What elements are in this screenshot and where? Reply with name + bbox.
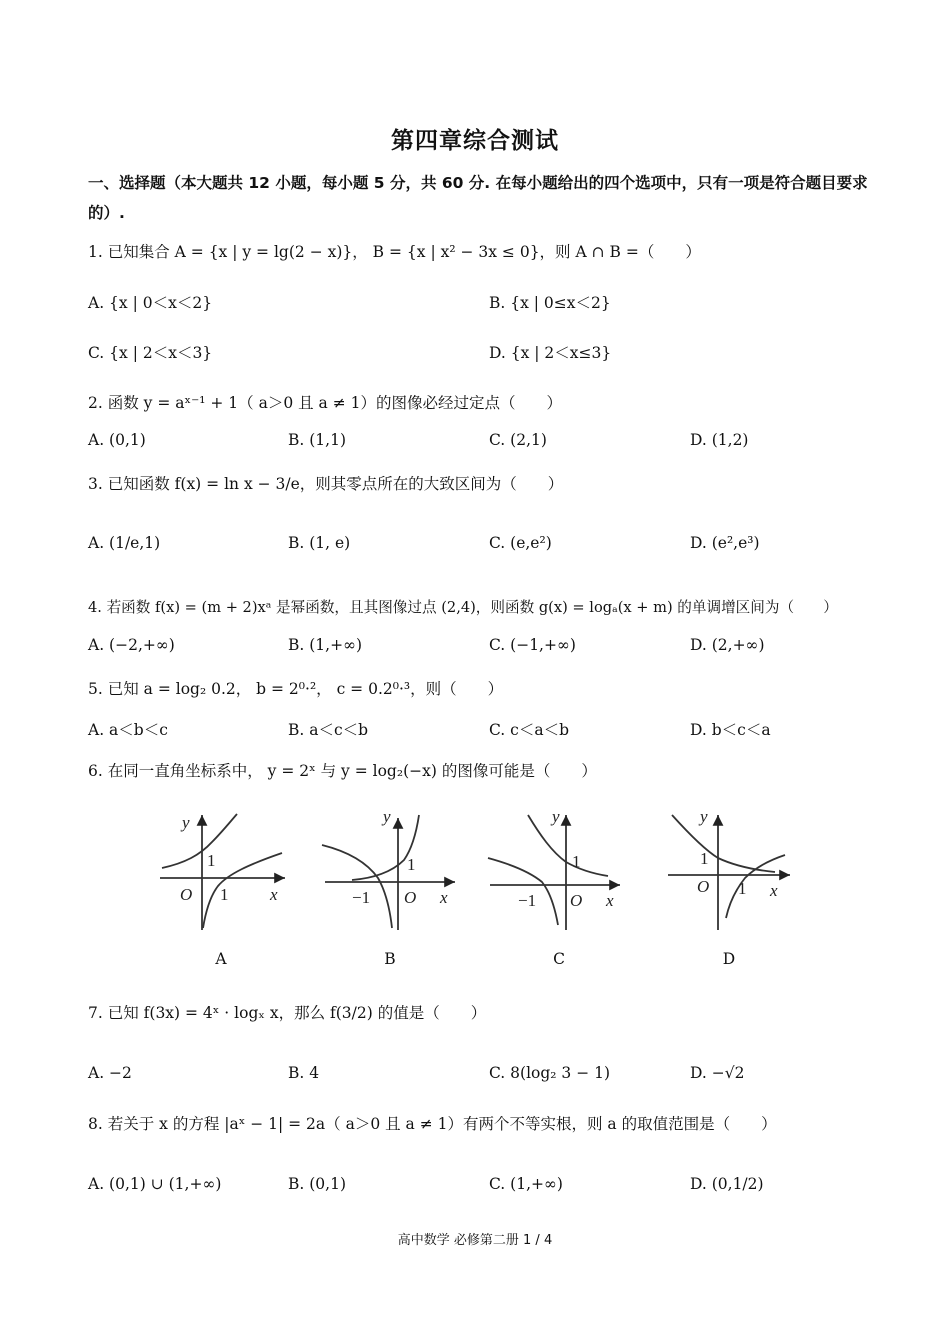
question-8-stem: 若关于 x 的方程 |aˣ − 1| = 2a（ a＞0 且 a ≠ 1）有两个不等实根，则 a 的取值范围是（ ） (107, 1115, 777, 1133)
graph-b-log-curve (322, 845, 392, 928)
question-7-stem: 已知 f(3x) = 4ˣ · logₓ x，那么 f(3/2) 的值是（ ） (107, 1004, 487, 1022)
q4-option-b: B. (1,+∞) (288, 636, 363, 654)
graph-c-x-label: x (606, 891, 614, 910)
graph-a-exp-curve (162, 814, 237, 868)
question-8: 8. 若关于 x 的方程 |aˣ − 1| = 2a（ a＞0 且 a ≠ 1）有两个不等实根，则 a 的取值范围是（ ） (88, 1115, 777, 1133)
question-5: 5. 已知 a = log₂ 0.2， b = 2⁰·²， c = 0.2⁰·³，则（ ） (88, 680, 504, 698)
graph-b-origin: O (404, 888, 417, 907)
graph-label-c: C (553, 950, 565, 968)
page-title: 第四章综合测试 (391, 128, 559, 154)
question-3: 3. 已知函数 f(x) = ln x − 3/e，则其零点所在的大致区间为（ ） (88, 475, 564, 493)
question-3-stem: 已知函数 f(x) = ln x − 3/e，则其零点所在的大致区间为（ ） (107, 475, 564, 493)
graph-a-one-x: 1 (220, 885, 229, 904)
graph-c (488, 815, 620, 930)
question-4: 4. 若函数 f(x) = (m + 2)xᵃ 是幂函数，且其图像过点 (2,4)，则函数 g(x) = logₐ(x + m) 的单调增区间为（ ） (88, 599, 838, 616)
q1-option-c: C. {x | 2＜x＜3} (88, 344, 213, 362)
q1-option-a: A. {x | 0＜x＜2} (88, 294, 213, 312)
q3-option-b: B. (1, e) (288, 534, 351, 552)
graph-label-d: D (722, 950, 736, 968)
graph-d (668, 815, 790, 930)
q1-option-b: B. {x | 0≤x＜2} (489, 294, 611, 312)
q2-option-c: C. (2,1) (489, 431, 547, 449)
q4-option-a: A. (−2,+∞) (88, 636, 175, 654)
question-6-stem: 在同一直角坐标系中， y = 2ˣ 与 y = log₂(−x) 的图像可能是（ ） (107, 762, 597, 780)
question-1: 1. 已知集合 A = {x | y = lg(2 − x)}， B = {x | x² − 3x ≤ 0}，则 A ∩ B =（ ） (88, 243, 701, 261)
q8-option-d: D. (0,1/2) (690, 1175, 764, 1193)
graph-a (160, 814, 285, 930)
q5-option-b: B. a＜c＜b (288, 721, 369, 739)
question-7: 7. 已知 f(3x) = 4ˣ · logₓ x，那么 f(3/2) 的值是（ ） (88, 1004, 487, 1022)
q2-option-b: B. (1,1) (288, 431, 346, 449)
q7-option-b: B. 4 (288, 1064, 320, 1082)
graph-c-exp-curve (528, 815, 608, 876)
q5-option-a: A. a＜b＜c (88, 721, 168, 739)
graph-b (322, 815, 455, 930)
q1-option-d: D. {x | 2＜x≤3} (489, 344, 612, 362)
graph-a-y-label: y (182, 813, 190, 832)
graph-c-y-label: y (552, 807, 560, 826)
q2-option-a: A. (0,1) (88, 431, 146, 449)
q8-option-a: A. (0,1) ∪ (1,+∞) (88, 1175, 222, 1193)
q3-option-d: D. (e²,e³) (690, 534, 760, 552)
q3-option-c: C. (e,e²) (489, 534, 552, 552)
q7-option-a: A. −2 (88, 1064, 132, 1082)
q7-option-c: C. 8(log₂ 3 − 1) (489, 1064, 611, 1082)
q4-option-d: D. (2,+∞) (690, 636, 765, 654)
question-4-stem: 若函数 f(x) = (m + 2)xᵃ 是幂函数，且其图像过点 (2,4)，则函数 g(x) = logₐ(x + m) 的单调增区间为（ ） (106, 599, 838, 616)
graph-d-one-x: 1 (738, 879, 747, 898)
question-1-stem: 已知集合 A = {x | y = lg(2 − x)}， B = {x | x² − 3x ≤ 0}，则 A ∩ B =（ ） (107, 243, 701, 261)
graph-c-origin: O (570, 891, 583, 910)
graph-c-one-y: 1 (572, 852, 581, 871)
page-footer: 高中数学 必修第二册 1 / 4 (397, 1233, 553, 1248)
graph-b-one-y: 1 (407, 855, 416, 874)
graph-d-origin: O (697, 877, 710, 896)
graph-d-one-y: 1 (700, 849, 709, 868)
graph-c-neg-one: −1 (518, 891, 537, 910)
graph-d-exp-curve (672, 815, 775, 872)
q6-graphs (0, 800, 950, 980)
graph-a-one-y: 1 (207, 851, 216, 870)
graph-b-neg-one: −1 (352, 888, 371, 907)
graph-d-y-label: y (700, 807, 708, 826)
section-heading: 一、选择题（本大题共 12 小题，每小题 5 分，共 60 分. 在每小题给出的四个选项中，只有一项是符合题目要求的）. (88, 174, 868, 222)
graph-label-a: A (215, 950, 227, 968)
question-2: 2. 函数 y = aˣ⁻¹ + 1（ a＞0 且 a ≠ 1）的图像必经过定点（ ） (88, 394, 562, 412)
q5-option-d: D. b＜c＜a (690, 721, 771, 739)
graph-a-x-label: x (270, 885, 278, 904)
q8-option-b: B. (0,1) (288, 1175, 346, 1193)
graph-d-x-label: x (770, 881, 778, 900)
q7-option-d: D. −√2 (690, 1064, 745, 1082)
graph-b-x-label: x (440, 888, 448, 907)
q8-option-c: C. (1,+∞) (489, 1175, 563, 1193)
question-2-stem: 函数 y = aˣ⁻¹ + 1（ a＞0 且 a ≠ 1）的图像必经过定点（ ） (107, 394, 562, 412)
q3-option-a: A. (1/e,1) (88, 534, 161, 552)
graph-b-y-label: y (383, 807, 391, 826)
graph-a-origin: O (180, 885, 193, 904)
question-6: 6. 在同一直角坐标系中， y = 2ˣ 与 y = log₂(−x) 的图像可能是（ ） (88, 762, 597, 780)
question-5-stem: 已知 a = log₂ 0.2， b = 2⁰·²， c = 0.2⁰·³，则（ ） (107, 680, 504, 698)
q2-option-d: D. (1,2) (690, 431, 749, 449)
q5-option-c: C. c＜a＜b (489, 721, 570, 739)
q4-option-c: C. (−1,+∞) (489, 636, 576, 654)
graph-label-b: B (384, 950, 396, 968)
